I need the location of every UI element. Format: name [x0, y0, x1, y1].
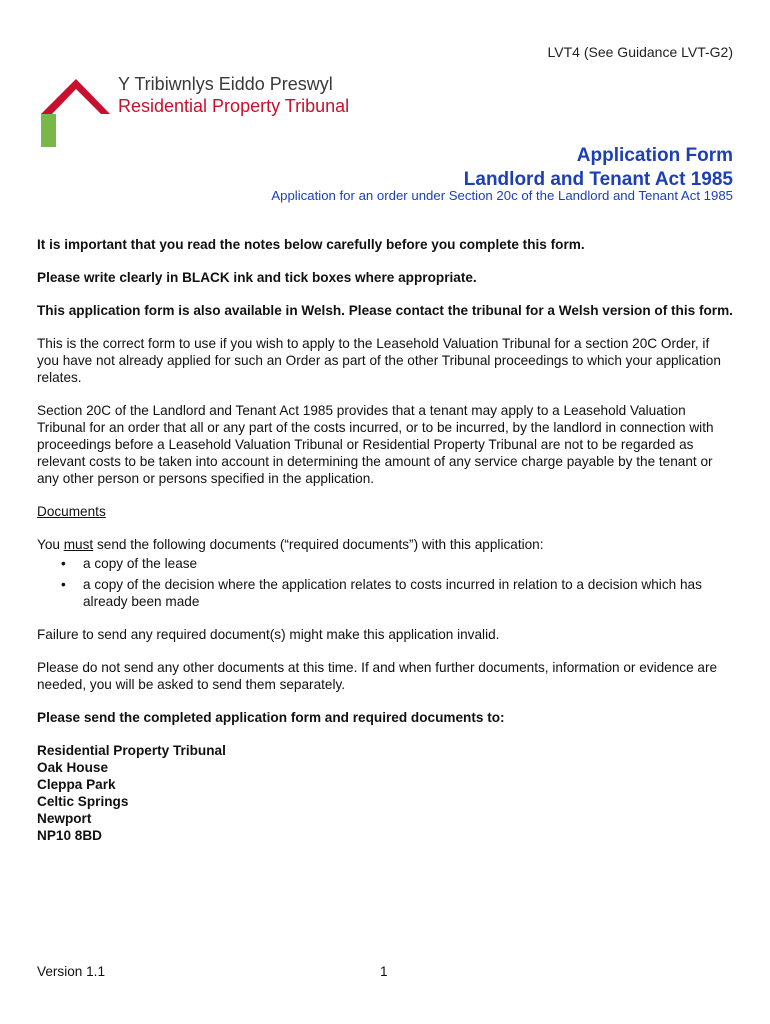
documents-lead-start: You: [37, 537, 64, 552]
tribunal-logo: [40, 70, 370, 146]
form-title: Application Form: [576, 145, 733, 166]
form-heading: [464, 144, 733, 192]
logo-welsh-name: Y Tribiwnlys Eiddo Preswyl: [118, 74, 333, 94]
notice-welsh-version: This application form is also available in Welsh. Please contact the tribunal for a Welsh version of this form.: [37, 303, 733, 318]
version-label: Version 1.1: [37, 964, 106, 979]
list-item-text: a copy of the lease: [83, 556, 198, 571]
logo-english-name: Residential Property Tribunal: [118, 96, 350, 116]
paragraph-other-documents: Please do not send any other documents at this time. If and when further documents, information or evidence are needed, you will be asked to send them separately.: [37, 660, 718, 692]
tribunal-address: [37, 742, 733, 844]
house-logo-icon: [40, 76, 110, 148]
paragraph-correct-form: This is the correct form to use if you wish to apply to the Leasehold Valuation Tribunal for a section 20C Order, if you have not already applied for such an Order as part of the other Tribunal proceedings to which your application relates.: [37, 336, 721, 385]
form-subtitle: Application for an order under Section 20c of the Landlord and Tenant Act 1985: [271, 188, 733, 203]
bullet-icon: •: [61, 577, 66, 592]
list-item: [61, 555, 733, 572]
send-to-heading: Please send the completed application form and required documents to:: [37, 710, 505, 725]
address-line: NP10 8BD: [37, 828, 102, 843]
address-line: Cleppa Park: [37, 777, 116, 792]
bullet-icon: •: [61, 556, 66, 571]
address-line: Oak House: [37, 760, 109, 775]
documents-heading: Documents: [37, 504, 106, 519]
notice-black-ink: Please write clearly in BLACK ink and tick boxes where appropriate.: [37, 270, 477, 285]
list-item-text: a copy of the decision where the application relates to costs incurred in relation to a decision which has already been made: [83, 577, 702, 609]
documents-lead-end: send the following documents (“required documents”) with this application:: [93, 537, 544, 552]
required-documents-list: [37, 555, 733, 610]
address-line: Residential Property Tribunal: [37, 743, 226, 758]
paragraph-section-20c: Section 20C of the Landlord and Tenant Act 1985 provides that a tenant may apply to a Leasehold Valuation Tribunal for an order that all or any part of the costs incurred, or to be incurred, by the landlord in connection with proceedings before a Leasehold Valuation Tribunal or Residential Property Tribunal are not to be regarded as relevant costs to be taken into account in determining the amount of any service charge payable by the tenant or any other person or persons specified in the application.: [37, 403, 714, 486]
documents-lead: [37, 536, 733, 553]
list-item: [61, 576, 733, 610]
address-line: Celtic Springs: [37, 794, 129, 809]
address-line: Newport: [37, 811, 92, 826]
form-notes: [37, 236, 733, 844]
paragraph-failure: Failure to send any required document(s) might make this application invalid.: [37, 627, 500, 642]
page-number: 1: [380, 964, 388, 979]
form-reference: LVT4 (See Guidance LVT-G2): [547, 44, 733, 60]
act-title: Landlord and Tenant Act 1985: [463, 169, 733, 190]
documents-lead-must: must: [63, 537, 94, 552]
notice-read-carefully: It is important that you read the notes below carefully before you complete this form.: [37, 237, 585, 252]
